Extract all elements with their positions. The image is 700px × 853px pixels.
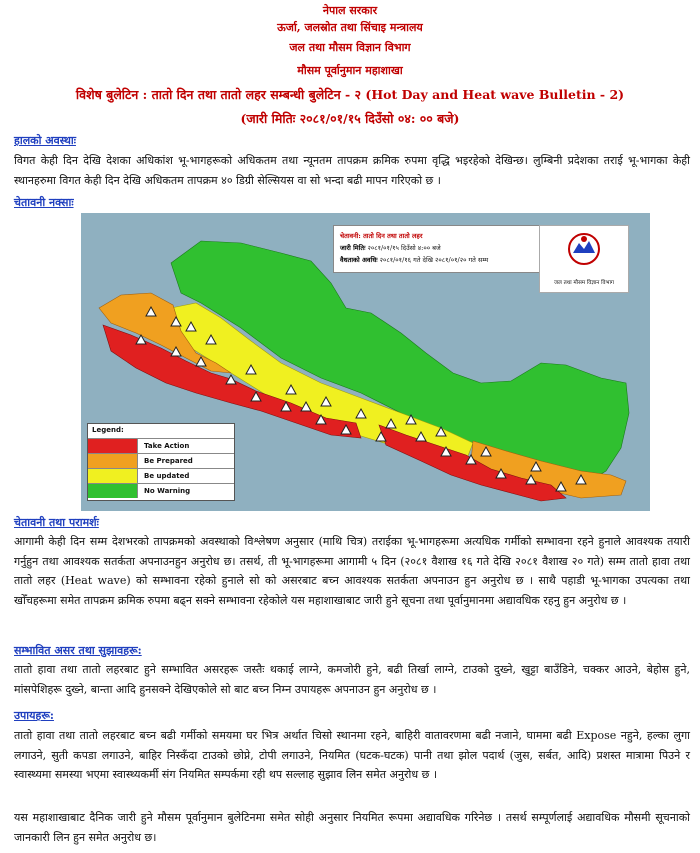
dhm-logo [539,225,629,293]
legend-swatch [88,469,138,483]
header-division: मौसम पूर्वानुमान महाशाखा [297,64,403,77]
validity-label: वैधताको अवधिः [340,256,378,264]
header-ministry: ऊर्जा, जलस्रोत तथा सिंचाइ मन्त्रालय [277,21,423,34]
impacts-heading: सम्भावित असर तथा सुझावहरू: [14,644,142,657]
emblem-icon [564,231,604,267]
legend-label: Be Prepared [144,457,193,465]
legend-title: Legend: [92,426,124,434]
legend-swatch [88,439,138,453]
logo-caption: जल तथा मौसम विज्ञान विभाग [554,280,614,286]
legend-label: Take Action [144,442,190,450]
header-government: नेपाल सरकार [322,4,378,17]
advice-text: आगामी केही दिन सम्म देशभरको तापक्रमको अवस्थाको विश्लेषण अनुसार (माथि चित्र) तराईका भू-भागहरूमा अत्यधिक गर्मीको सम्भावना रहने हुनाले आवश्यक तयारी गर्नुहुन तथा आवश्यक सतर्कता अपनाउनहुन अनुरोध छ। तसर्थ, ती भू-भागहरूमा आगामी ५ दिन (२०८१ वैशाख १६ गते देखि २०८१ वैशाख २० गते) सम्म तातो हावा तथा तातो लहर (Heat wave) को सम्भावना रहेको हुनाले सो को असरबाट बच्न आवश्यक सतर्कता अपनाउन हुन अनुरोध छ । साथै पहाडी भू-भागका उपत्यका तथा खोँचहरूमा समेत तापक्रम क्रमिक रुपमा बढ्न सक्ने सम्भावना रहेकोले यस महाशाखाबाट जारी हुने सूचना तथा पूर्वानुमानमा अद्यावधिक रहनु हुन अनुरोध छ । [14,535,690,607]
map-legend [87,423,235,501]
advice-heading: चेतावनी तथा परामर्शः [14,516,99,529]
legend-row [88,483,234,498]
header-department: जल तथा मौसम विज्ञान विभाग [289,41,411,54]
current-status-heading: हालको अवस्थाः [14,134,76,147]
impacts-text: तातो हावा तथा तातो लहरबाट हुने सम्भावित असरहरू जस्तैः थकाई लाग्ने, कमजोरी हुने, बढी तिर्खा लाग्ने, टाउको दुख्ने, खुट्टा बाउँडिने, चक्कर आउने, बेहोस हुने, मांसपेशिहरू दुख्ने, बान्ता आदि हुनसक्ने देखिएकोले सो बाट बच्न निम्न उपायहरू अपनाउन हुन अनुरोध छ । [14,663,690,696]
footer-text: यस महाशाखाबाट दैनिक जारी हुने मौसम पूर्वानुमान बुलेटिनमा समेत सोही अनुसार नियमित रूपमा अद्यावधिक गरिनेछ । तसर्थ सम्पूर्णलाई अद्यावधिक मौसमी सूचनाको जानकारी लिन हुन समेत अनुरोध छ। [14,811,690,844]
issued-value: २०८१/०१/१५ दिउँसो ४:०० बजे [367,244,441,252]
legend-row [88,453,234,468]
legend-row [88,468,234,483]
legend-swatch [88,454,138,468]
bulletin-title: विशेष बुलेटिन : तातो दिन तथा तातो लहर सम्बन्धी बुलेटिन - २ (Hot Day and Heat wave Bulletin - 2) [75,87,625,102]
legend-row [88,438,234,453]
issued-date: (जारी मितिः २०८१/०१/१५ दिउँसो ०४: ०० बजे) [240,111,460,126]
legend-swatch [88,484,138,498]
legend-label: No Warning [144,487,191,495]
current-status-text: विगत केही दिन देखि देशका अधिकांश भू-भागहरूको अधिकतम तथा न्यूनतम तापक्रम क्रमिक रुपमा वृद्धि भइरहेको देखिन्छ। लुम्बिनी प्रदेशका तराई भू-भागका केही स्थानहरुमा विगत केही दिन देखि अधिकतम तापक्रम ४० डिग्री सेल्सियस वा सो भन्दा बढी मापन गरिएको छ । [14,154,690,187]
measures-heading: उपायहरू: [14,709,54,722]
legend-label: Be updated [144,472,190,480]
warning-map [81,213,650,511]
warning-map-heading: चेतावनी नक्साः [14,196,74,209]
measures-text: तातो हावा तथा तातो लहरबाट बच्न बढी गर्मीको समयमा घर भित्र अर्थात चिसो स्थानमा रहने, बाहिरी वातावरणमा बढी नजाने, घाममा बढी Expose नहुने, हल्का लुगा लगाउने, सुती कपडा लगाउने, बाहिर निस्कँदा टाउको छोप्ने, टोपी लगाउने, नियमित (घटक-घटक) पानी तथा झोल पदार्थ (जुस, सर्बत, आदि) प्रशस्त मात्रामा पिउने र स्वास्थ्यमा समस्या भएमा स्वास्थ्यकर्मी संग नियमित सम्पर्कमा रही थप सल्लाह सुझाव लिन समेत अनुरोध छ । [14,729,690,781]
validity-value: २०८१/०१/१६ गते देखि २०८१/०१/२० गते सम्म [379,256,489,264]
issued-label: जारी मितिः [340,244,366,252]
map-info-title: चेतावनी: तातो दिन तथा तातो लहर [340,232,423,240]
